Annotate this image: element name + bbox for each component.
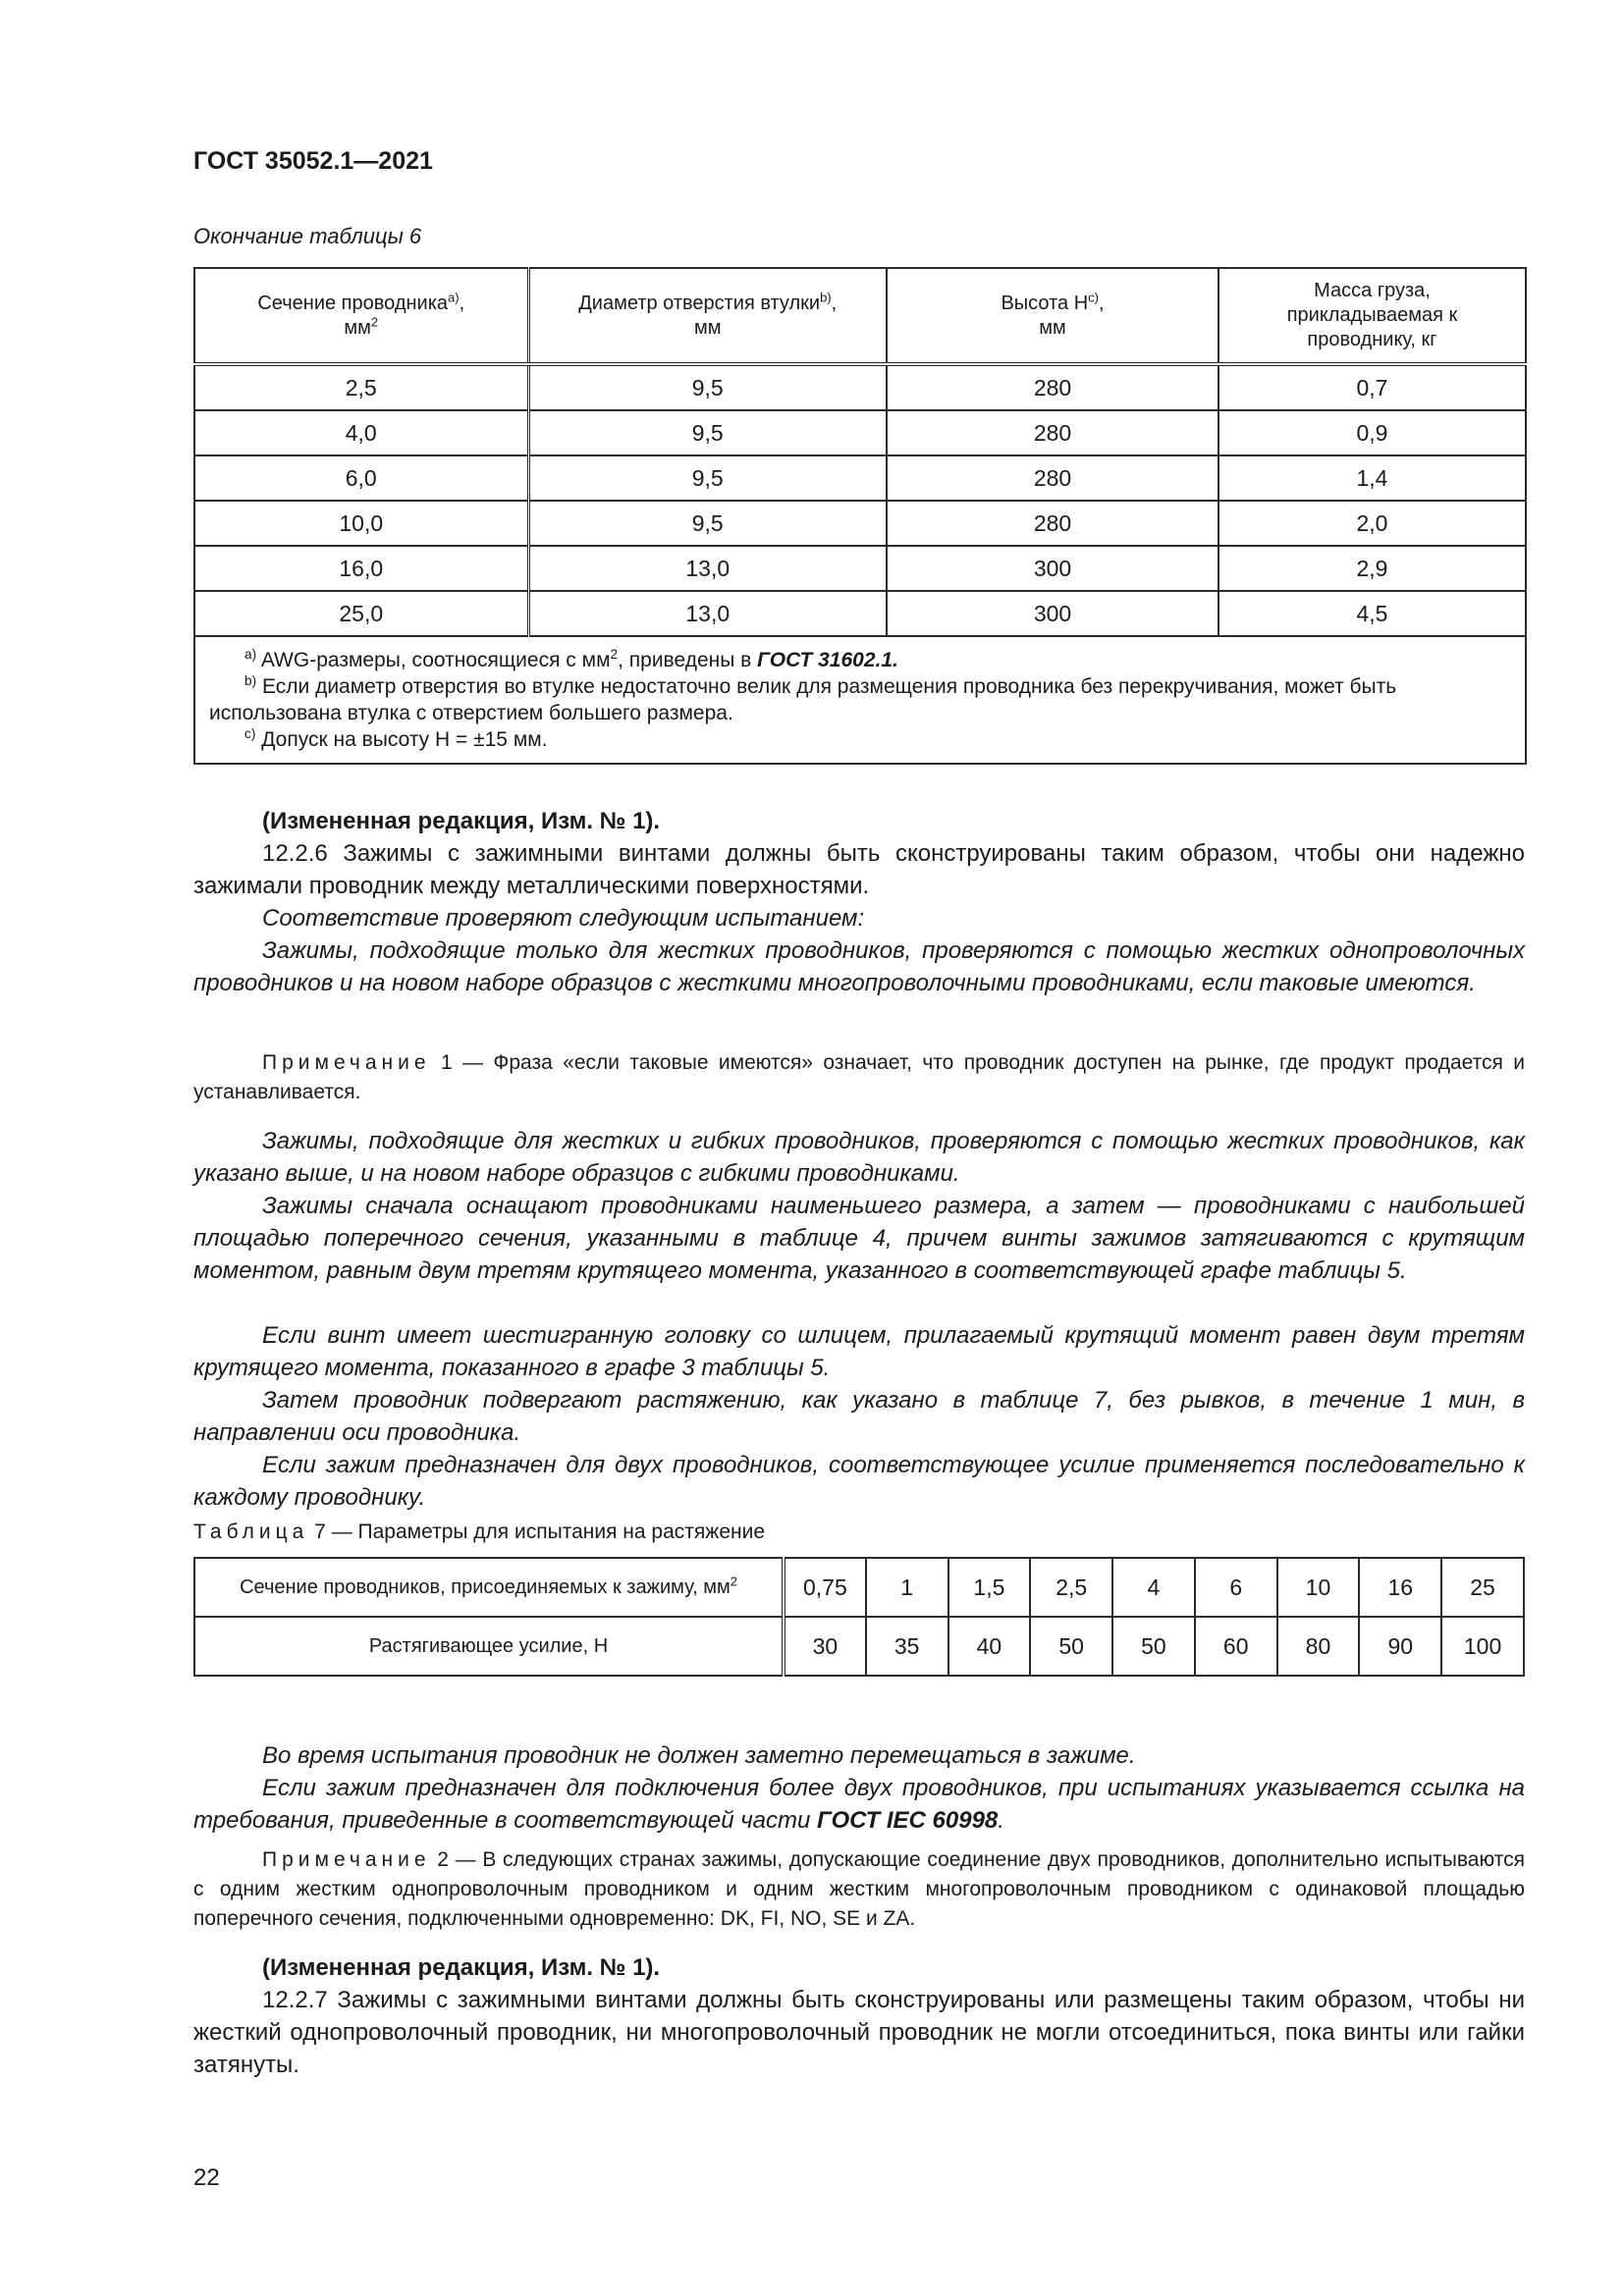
table-cell: 2,0 <box>1218 501 1526 546</box>
page-number: 22 <box>193 2164 220 2191</box>
table-cell: 0,75 <box>784 1558 866 1617</box>
two-conductors: Если зажим предназначен для двух проводников, соответствующее усилие применяется последовательно к каждому проводнику. <box>193 1452 1525 1511</box>
table-row <box>194 591 1526 636</box>
table-cell: 0,7 <box>1218 364 1526 410</box>
table-cell: 280 <box>887 501 1218 546</box>
hex-screw-note: Если винт имеет шестигранную головку со шлицем, прилагаемый крутящий момент равен двум третям крутящего момента, показанного в графе 3 таблицы 5. <box>193 1322 1525 1381</box>
table-cell: 2,5 <box>1030 1558 1112 1617</box>
amendment-note-2: (Измененная редакция, Изм. № 1). <box>262 1954 661 1981</box>
table-cell: 35 <box>866 1617 948 1676</box>
clause-12-2-6: 12.2.6 Зажимы с зажимными винтами должны быть сконструированы таким образом, чтобы они надежно зажимали проводник между металлическими поверхностями. <box>193 840 1525 899</box>
table-row <box>194 1558 1524 1617</box>
clause-12-2-7: 12.2.7 Зажимы с зажимными винтами должны быть сконструированы или размещены таким образом, чтобы ни жесткий однопроволочный проводник, ни многопроволочный проводник не могли отсоединиться, пока винты или гайки затянуты. <box>193 1987 1525 2078</box>
table-cell: 9,5 <box>528 364 887 410</box>
table-cell: 4,0 <box>194 410 528 455</box>
table-row <box>194 546 1526 591</box>
table-cell: 1 <box>866 1558 948 1617</box>
table-cell: 9,5 <box>528 455 887 501</box>
compliance-intro: Соответствие проверяют следующим испытанием: <box>262 905 865 932</box>
footnote-b: $^{b)}$ Если диаметр отверстия во втулке недостаточно велик для размещения проводника без перекручивания, может быть использована втулка с отверстием большего размера. <box>209 673 1397 724</box>
table-cell: 30 <box>784 1617 866 1676</box>
more-than-two-conductors: Если зажим предназначен для подключения более двух проводников, при испытаниях указывается ссылка на требования, приведенные в соответствующей части ГОСТ IEC 60998. <box>193 1775 1525 1834</box>
table-cell: 9,5 <box>528 410 887 455</box>
table-cell: 25,0 <box>194 591 528 636</box>
table-cell: 280 <box>887 410 1218 455</box>
header-conductor-section: Сечение проводника$^{a)}$, $мм^2$ <box>194 268 528 364</box>
table6-caption: Окончание таблицы 6 <box>193 224 422 248</box>
header-height: Высота $H^{c)}$, мм <box>887 268 1218 364</box>
table-cell: 9,5 <box>528 501 887 546</box>
pull-test: Затем проводник подвергают растяжению, как указано в таблице 7, без рывков, в течение 1 мин, в направлении оси проводника. <box>193 1387 1525 1446</box>
table-6 <box>193 267 1527 765</box>
rigid-only-test: Зажимы, подходящие только для жестких проводников, проверяются с помощью жестких однопроволочных проводников и на новом наборе образцов с жесткими многопроволочными проводниками, если таковые имеются. <box>193 937 1525 996</box>
first-fit-procedure: Зажимы сначала оснащают проводниками наименьшего размера, а затем — проводниками с наибольшей площадью поперечного сечения, указанными в таблице 4, причем винты зажимов затягиваются с крутящим моментом, равным двум третям крутящего момента, указанного в соответствующей графе таблицы 5. <box>193 1193 1525 1284</box>
table-cell: 10 <box>1277 1558 1360 1617</box>
table-cell: 300 <box>887 591 1218 636</box>
table-cell: 300 <box>887 546 1218 591</box>
table-row <box>194 455 1526 501</box>
table6-header-row <box>194 268 1526 364</box>
table-row <box>194 364 1526 410</box>
table-cell: 10,0 <box>194 501 528 546</box>
table-cell: 280 <box>887 364 1218 410</box>
table-cell: 60 <box>1195 1617 1277 1676</box>
table-row <box>194 1617 1524 1676</box>
table-cell: 13,0 <box>528 591 887 636</box>
table-cell: 100 <box>1441 1617 1524 1676</box>
table-7 <box>193 1557 1525 1677</box>
footnote-c: $^{c)}$ Допуск на высоту H = ±15 мм. <box>244 726 548 751</box>
table6-footnotes <box>194 636 1526 764</box>
table-cell: 16,0 <box>194 546 528 591</box>
table-row <box>194 501 1526 546</box>
table6-footnotes-row <box>194 636 1526 764</box>
no-move-requirement: Во время испытания проводник не должен заметно перемещаться в зажиме. <box>262 1742 1136 1769</box>
table-cell: 50 <box>1030 1617 1112 1676</box>
table-cell: 6 <box>1195 1558 1277 1617</box>
row-label-section: Сечение проводников, присоединяемых к зажиму, $мм^2$ <box>194 1558 784 1617</box>
table-cell: 1,4 <box>1218 455 1526 501</box>
header-load-mass: Масса груза, прикладываемая к проводнику, кг <box>1218 268 1526 364</box>
document-title: ГОСТ 35052.1—2021 <box>193 147 433 175</box>
note-1: Примечание 1 — Фраза «если таковые имеются» означает, что проводник доступен на рынке, где продукт продается и устанавливается. <box>193 1051 1525 1103</box>
table-cell: 0,9 <box>1218 410 1526 455</box>
table-cell: 4 <box>1112 1558 1195 1617</box>
table-cell: 6,0 <box>194 455 528 501</box>
table-cell: 4,5 <box>1218 591 1526 636</box>
header-sleeve-diameter: Диаметр отверстия втулки$^{b)}$, мм <box>528 268 887 364</box>
row-label-force: Растягивающее усилие, Н <box>194 1617 784 1676</box>
amendment-note-1: (Измененная редакция, Изм. № 1). <box>262 808 661 834</box>
table-cell: 16 <box>1359 1558 1441 1617</box>
table-cell: 80 <box>1277 1617 1360 1676</box>
table-cell: 25 <box>1441 1558 1524 1617</box>
table-cell: 1,5 <box>948 1558 1031 1617</box>
footnote-a: $^{a)}$ AWG-размеры, соотносящиеся с $мм^2$, приведены в ГОСТ 31602.1. <box>244 647 898 671</box>
table7-caption: Таблица 7 — Параметры для испытания на растяжение <box>193 1521 765 1543</box>
rigid-flexible-test: Зажимы, подходящие для жестких и гибких проводников, проверяются с помощью жестких проводников, как указано выше, и на новом наборе образцов с гибкими проводниками. <box>193 1128 1525 1187</box>
table-cell: 50 <box>1112 1617 1195 1676</box>
table-cell: 2,5 <box>194 364 528 410</box>
table-cell: 2,9 <box>1218 546 1526 591</box>
table-cell: 90 <box>1359 1617 1441 1676</box>
table-row <box>194 410 1526 455</box>
note-2: Примечание 2 — В следующих странах зажимы, допускающие соединение двух проводников, дополнительно испытываются с одним жестким однопроволочным проводником и одним жестким многопроволочным проводником с одинаковой площадью поперечного сечения, подключенными одновременно: DK, FI, NO, SE и ZA. <box>193 1848 1525 1930</box>
table-cell: 280 <box>887 455 1218 501</box>
table-cell: 40 <box>948 1617 1031 1676</box>
table-cell: 13,0 <box>528 546 887 591</box>
